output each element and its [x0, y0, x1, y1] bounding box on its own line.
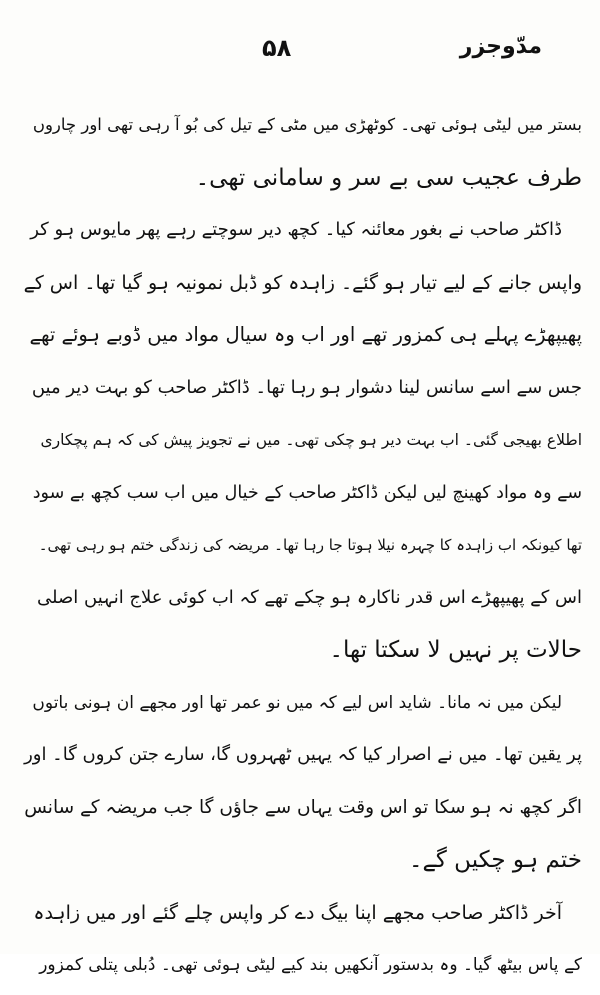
text-line: بستر میں لیٹی ہوئی تھی۔ کوٹھڑی میں مٹی کے تیل کی بُو آ رہی تھی اور چاروں — [32, 115, 582, 134]
text-line: جس سے اسے سانس لینا دشوار ہو رہا تھا۔ ڈاکٹر صاحب کو بہت دیر میں — [31, 376, 582, 398]
text-line: اطلاع بھیجی گئی۔ اب بہت دیر ہو چکی تھی۔ میں نے تجویز پیش کی کہ ہم پچکاری — [40, 431, 582, 449]
text-line: تھا کیونکہ اب زاہدہ کا چہرہ نیلا ہوتا جا رہا تھا۔ مریضہ کی زندگی ختم ہو رہی تھی۔ — [38, 536, 582, 554]
text-line: واپس جانے کے لیے تیار ہو گئے۔ زاہدہ کو ڈبل نمونیہ ہو گیا تھا۔ اس کے — [23, 271, 582, 294]
text-line: کے پاس بیٹھ گیا۔ وہ بدستور آنکھیں بند کیے لیٹی ہوئی تھی۔ دُبلی پتلی کمزور — [39, 955, 582, 975]
text-line: اس کے پھیپھڑے اس قدر ناکارہ ہو چکے تھے کہ اب کوئی علاج انہیں اصلی — [37, 586, 582, 608]
text-line: آخر ڈاکٹر صاحب مجھے اپنا بیگ دے کر واپس چلے گئے اور میں زاہدہ — [33, 901, 562, 924]
text-line: ڈاکٹر صاحب نے بغور معائنہ کیا۔ کچھ دیر سوچتے رہے پھر مایوس ہو کر — [30, 219, 562, 240]
running-title: مدّوجزر — [459, 34, 542, 59]
text-line: اگر کچھ نہ ہو سکا تو اس وقت یہاں سے جاؤں گا جب مریضہ کے سانس — [24, 796, 582, 818]
text-line: ختم ہو چکیں گے۔ — [408, 847, 582, 873]
text-line: پھیپھڑے پہلے ہی کمزور تھے اور اب وہ سیال مواد میں ڈوبے ہوئے تھے — [29, 323, 582, 346]
text-line: سے وہ مواد کھینچ لیں لیکن ڈاکٹر صاحب کے خیال میں اب سب کچھ بے سود — [32, 482, 582, 503]
body-text — [24, 102, 582, 995]
text-line: پر یقین تھا۔ میں نے اصرار کیا کہ یہیں ٹھہروں گا، سارے جتن کروں گا۔ اور — [24, 744, 582, 765]
page-header — [0, 30, 600, 70]
text-line: طرف عجیب سی بے سر و سامانی تھی۔ — [195, 164, 582, 191]
text-line: لیکن میں نہ مانا۔ شاید اس لیے کہ میں نو عمر تھا اور مجھے ان ہونی باتوں — [32, 692, 562, 713]
page-number: ۵۸ — [262, 34, 292, 62]
text-line: حالات پر نہیں لا سکتا تھا۔ — [329, 637, 582, 663]
